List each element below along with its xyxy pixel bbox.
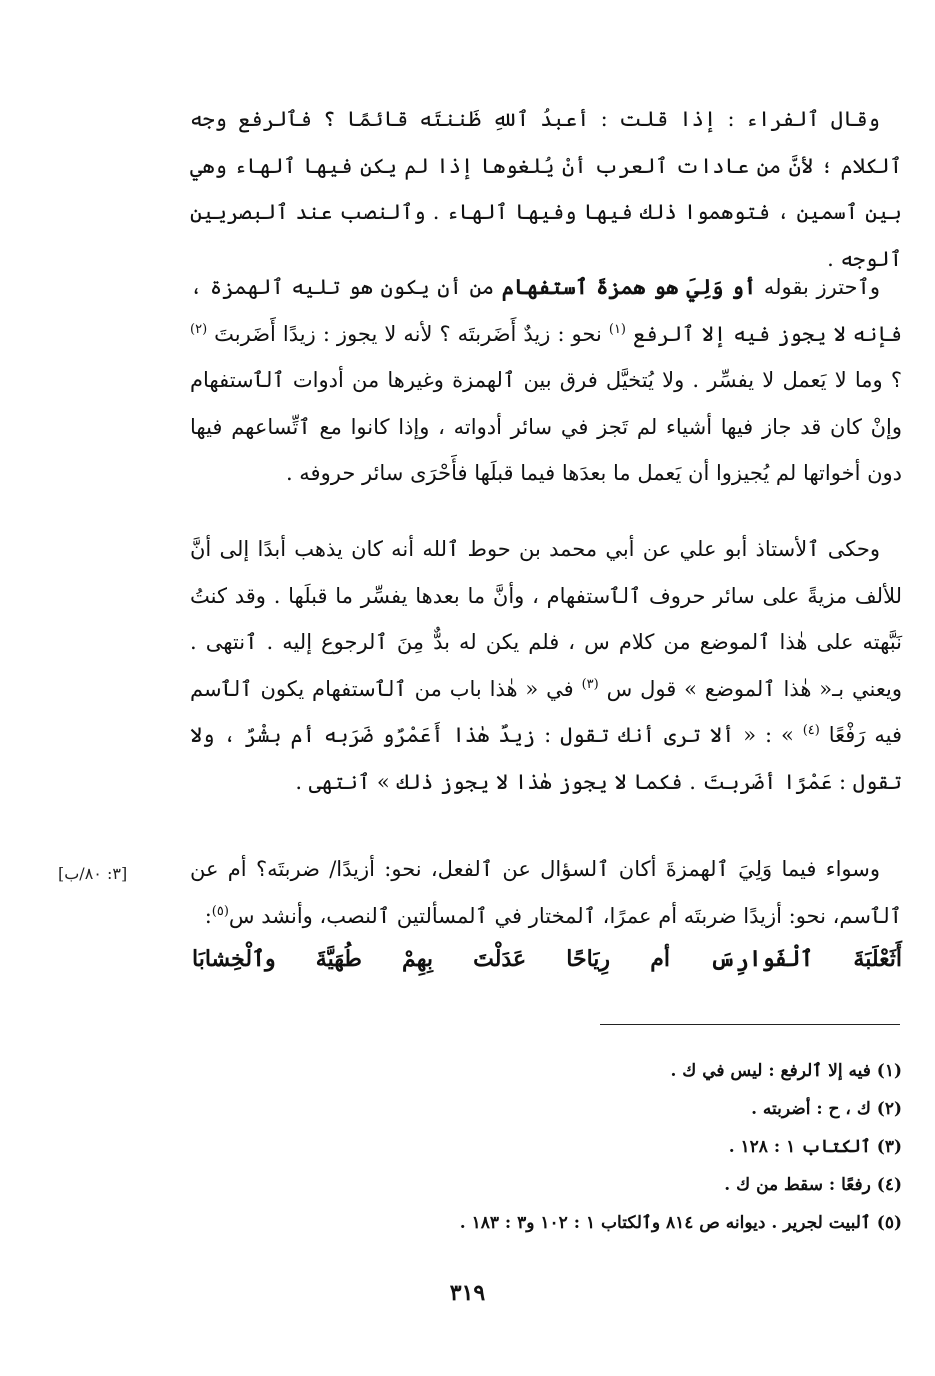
footnote-ref-4[interactable]: (٤) <box>802 723 820 738</box>
footnote-ref-1[interactable]: (١) <box>608 321 626 337</box>
paragraph-2-part-b: من أن يكون هو تليه ٱلهمزة ، فإنه لا يجوز فيه إلا ٱلرفع <box>190 275 903 346</box>
footnote-ref-3[interactable]: (٣) <box>581 676 599 692</box>
footnote-ref-5[interactable]: (٥) <box>211 903 229 919</box>
footnote-3: (٣) ٱلكتاب ١ : ١٢٨ . <box>728 1137 902 1157</box>
page-number: ٣١٩ <box>449 1280 486 1306</box>
verse-word: طُهَيَّةَ <box>315 946 362 972</box>
footnote-1: (١) فيه إلا ٱلرفع : ليس في ك . <box>670 1061 902 1081</box>
paragraph-3-part-c: » : « ألا ترى أنك تقول : زيدٌ هٰذا أَعَمْرٌو ضَرَبه أم بشْرٌ ، ولا تقول : عَمْرًا أضَربتَ . فكما لا يجوز هٰذا لا يجوز ذٰلك » ٱنتهى . <box>190 723 902 794</box>
paragraph-1-text: وقال ٱلفراء : إذا قلت : أعبدُ ٱللهِ ظَننتَه قائمًا ؟ فٱلرفع وجه ٱلكلام ؛ لأنَّ من عادات ٱلعرب أنْ يُلغوها إذا لم يكن فيها ٱلهاء وهي بين ٱسمين ، فتوهموا ذٰلك فيها وفيها ٱلهاء . وٱلنصب عند ٱلبصريين ٱلوجه . <box>190 107 902 271</box>
paragraph-2-part-d: ؟ وما لا يَعمل لا يفسِّر . ولا يُتخيَّل فرق بين ٱلهمزة وغيرها من أدوات ٱلٱستفهام وإنْ كان قد جاز فيها أشياء لم تَجز في سائر أدواته ، وإذا كانوا مع ٱتِّساعهم فيها دون أخواتها لم يُجيزوا أن يَعمل ما بعدَها فيما قبلَها فأَحْرَى سائر حروفه . <box>190 368 902 485</box>
paragraph-2 <box>190 264 902 497</box>
paragraph-4 <box>190 846 902 939</box>
paragraph-2-part-a: وٱحترز بقوله <box>756 275 880 299</box>
footnote-separator <box>600 1024 900 1025</box>
manuscript-folio-note: [٣: ٨٠/ب] <box>58 864 128 883</box>
footnote-5: (٥) ٱلبيت لجرير . ديوانه ص ٨١٤ وٱلكتاب ١ : ١٠٢ و٣ : ١٨٣ . <box>459 1213 902 1233</box>
footnote-ref-2[interactable]: (٢) <box>190 321 208 337</box>
paragraph-3-text <box>190 526 902 805</box>
verse-word: وٱلْخِشابَا <box>192 946 276 972</box>
verse-word: أم <box>650 946 670 972</box>
paragraph-3 <box>190 526 902 805</box>
verse-word: عَدَلْتَ <box>473 946 527 972</box>
paragraph-3-part-b: في « هٰذا باب من ٱلٱستفهام يكون ٱلٱسم فيه رَفْعًا <box>190 676 902 747</box>
paragraph-4-text <box>190 846 902 939</box>
paragraph-2-text <box>190 264 902 497</box>
paragraph-2-part-c: نحو : زيدٌ أَضَربتَه ؟ لأنه لا يجوز : زيدًا أَضَربتَ <box>207 321 609 346</box>
verse-word: رِيَاحًا <box>566 946 611 972</box>
verse-word: بِهِمْ <box>402 946 433 972</box>
paragraph-4-part-b: : <box>204 903 212 928</box>
paragraph-4-part-a: وسواء فيما وَلِيَ ٱلهمزةَ أكان ٱلسؤال عن ٱلفعل، نحو: أزيدًا/ ضربتَه؟ أم عن ٱلٱسم، نحو: أزيدًا ضربتَه أم عمرًا، ٱلمختار في ٱلمسألتين ٱلنصب، وأنشد س <box>190 857 902 928</box>
paragraph-3-part-a: وحكى ٱلأستاذ أبو علي عن أبي محمد بن حوط ٱلله أنه كان يذهب أبدًا إلى أنَّ للألف مزيةً على سائر حروف ٱلٱستفهام ، وأنَّ ما بعدها يفسِّر ما قبلَها . وقد كنتُ نَبَّهته على هٰذا ٱلموضع من كلام س ، فلم يكن له بدٌّ مِنَ ٱلرجوع إليه . ٱنتهى . ويعني بـ« هٰذا ٱلموضع » قول س <box>190 537 902 701</box>
verse-word: ٱلْفَوارِسَ <box>710 946 814 972</box>
verse-word: أَثَعْلَبَةَ <box>853 946 902 972</box>
footnote-4: (٤) رفعًا : سقط من ك . <box>724 1175 902 1195</box>
poetry-verse <box>192 946 902 972</box>
footnote-2: (٢) ك ، ح : أضربته . <box>751 1099 902 1119</box>
paragraph-2-bold-phrase: أو وَلِيَ هو همزةَ ٱستفهام <box>501 274 757 299</box>
footnotes <box>190 1052 902 1242</box>
paragraph-1 <box>190 96 902 282</box>
